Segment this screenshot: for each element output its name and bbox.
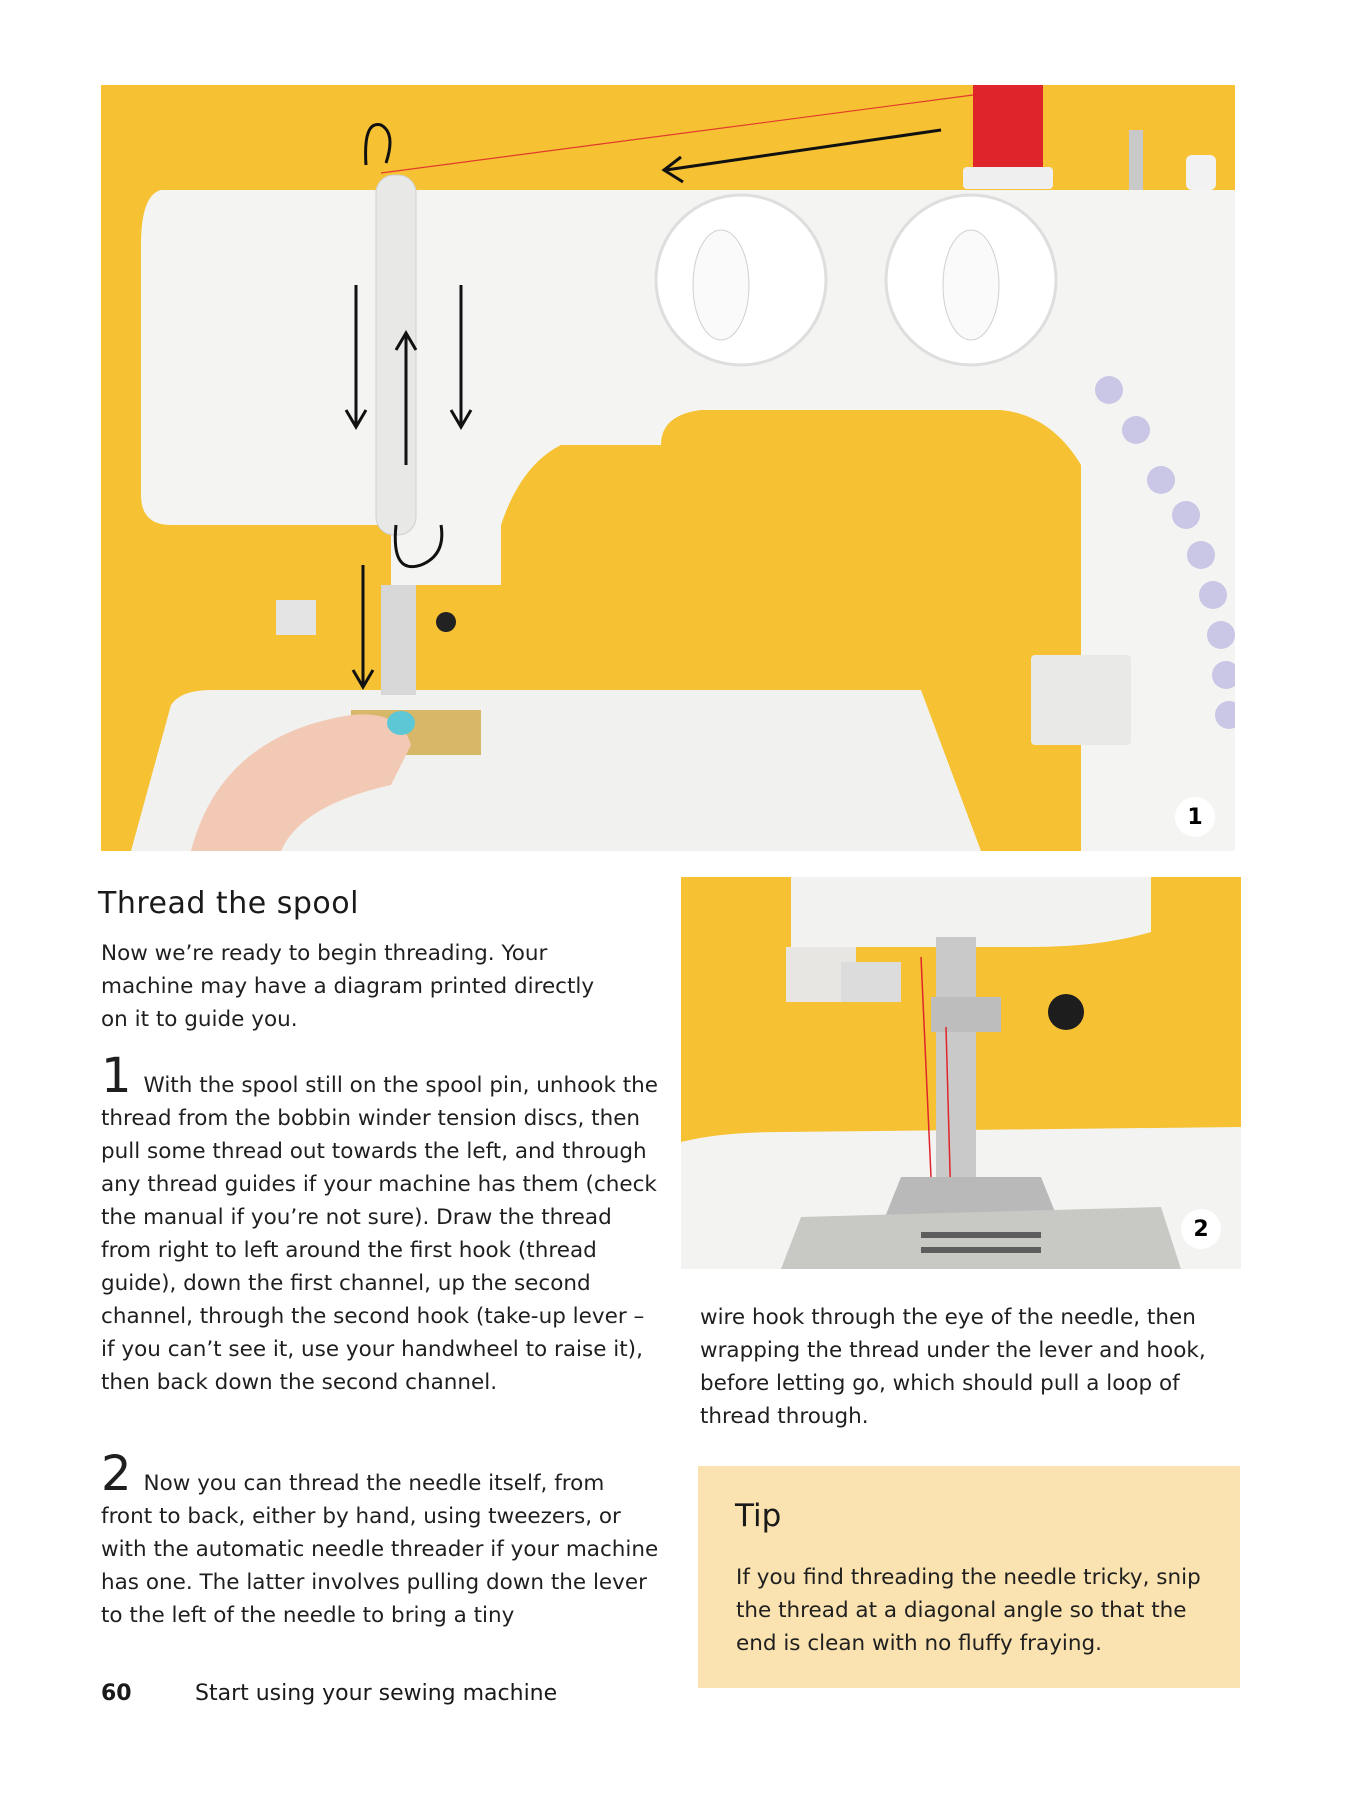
step-number: 1	[101, 1048, 132, 1104]
sewing-machine-illustration	[101, 85, 1235, 851]
section-heading: Thread the spool	[98, 886, 359, 921]
page-number: 60	[101, 1681, 132, 1706]
step-1	[101, 1048, 661, 1399]
photo-number-badge: 1	[1175, 797, 1215, 837]
tip-text: If you find threading the needle tricky, snip the thread at a diagonal angle so that the end is clean with no fluffy fraying.	[736, 1565, 1201, 1656]
step-2-continuation: wire hook through the eye of the needle, then wrapping the thread under the lever and hook, before letting go, which should pull a loop of thread through.	[700, 1305, 1206, 1429]
step-2	[101, 1446, 661, 1632]
tip-title: Tip	[735, 1498, 782, 1534]
needle-closeup-illustration	[681, 877, 1241, 1269]
photo-sewing-machine-threading	[101, 85, 1235, 851]
photo-number-badge: 2	[1181, 1209, 1221, 1249]
step-text: Now you can thread the needle itself, from front to back, either by hand, using tweezers, or with the automatic needle threader if your machine has one. The latter involves pulling down the lever to the left of the needle to bring a tiny	[101, 1471, 659, 1628]
step-text: With the spool still on the spool pin, unhook the thread from the bobbin winder tension discs, then pull some thread out towards the left, and through any thread guides if your machine has them (check the manual if you’re not sure). Draw the thread from right to left around the first hook (thread guide), down the first channel, up the second channel, through the second hook (take-up lever – if you can’t see it, use your handwheel to raise it), then back down the second channel.	[101, 1073, 659, 1395]
intro-paragraph: Now we’re ready to begin threading. Your machine may have a diagram printed directly on it to guide you.	[101, 941, 595, 1032]
tip-box	[698, 1466, 1240, 1688]
step-number: 2	[101, 1446, 132, 1502]
photo-needle-closeup	[681, 877, 1241, 1269]
running-title: Start using your sewing machine	[195, 1681, 558, 1706]
